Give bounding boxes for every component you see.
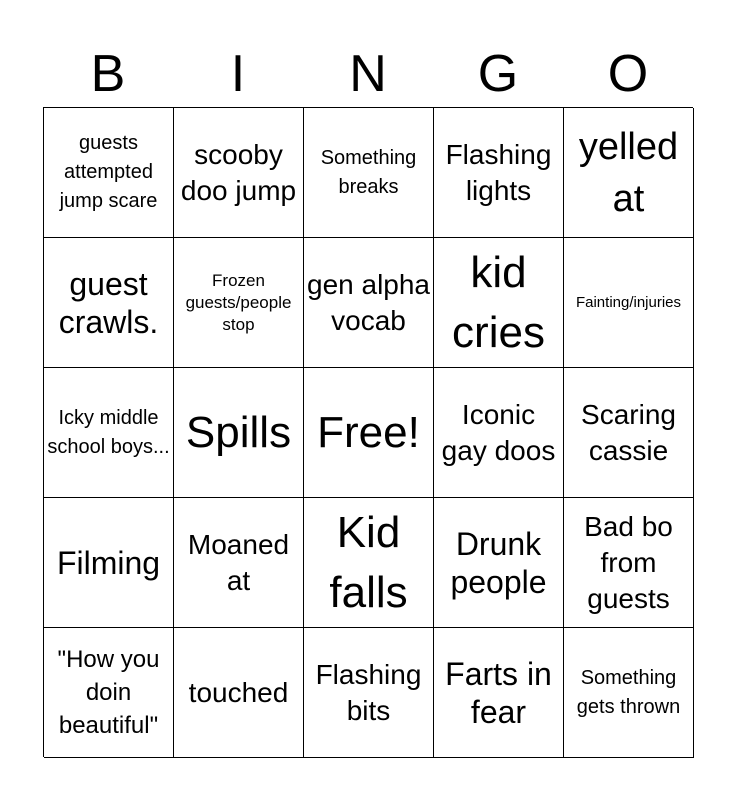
cell-text: Flashing lights: [445, 138, 552, 206]
cell-text: Flashing bits: [315, 658, 422, 726]
bingo-cell[interactable]: [174, 108, 304, 238]
cell-text: yelled at: [578, 125, 679, 220]
free-space-cell[interactable]: [304, 368, 434, 498]
cell-text: kid cries: [452, 247, 545, 357]
cell-text: Drunk people: [450, 525, 547, 600]
bingo-cell[interactable]: [44, 498, 174, 628]
cell-text: "How you doin beautiful": [57, 646, 160, 739]
bingo-cell[interactable]: [434, 238, 564, 368]
bingo-cell[interactable]: [44, 628, 174, 758]
bingo-cell[interactable]: [434, 498, 564, 628]
cell-text: touched: [188, 676, 289, 708]
cell-text: Filming: [56, 544, 161, 581]
bingo-cell[interactable]: [434, 108, 564, 238]
bingo-cell[interactable]: [44, 238, 174, 368]
cell-text: Something gets thrown: [576, 666, 681, 718]
cell-text: Spills: [185, 407, 292, 457]
header-letter-b: B: [90, 45, 126, 103]
bingo-cell[interactable]: [434, 628, 564, 758]
bingo-grid: [43, 107, 693, 757]
bingo-cell[interactable]: [304, 628, 434, 758]
cell-text: Fainting/injuries: [575, 294, 682, 311]
bingo-cell[interactable]: [174, 368, 304, 498]
bingo-cell[interactable]: [564, 108, 694, 238]
cell-text: guest crawls.: [58, 265, 159, 340]
cell-text: Frozen guests/people stop: [185, 270, 292, 334]
bingo-cell[interactable]: [564, 628, 694, 758]
bingo-cell[interactable]: [174, 628, 304, 758]
bingo-header: [43, 40, 693, 108]
cell-text: guests attempted jump scare: [59, 132, 158, 212]
cell-text: Bad bo from guests: [584, 510, 673, 614]
header-letter-o: O: [607, 45, 649, 103]
header-letter-i: I: [230, 45, 246, 103]
cell-text: Scaring cassie: [581, 398, 676, 466]
bingo-cell[interactable]: [304, 108, 434, 238]
bingo-cell[interactable]: [434, 368, 564, 498]
cell-text: scooby doo jump: [180, 138, 297, 206]
header-letter-n: N: [349, 45, 387, 103]
bingo-cell[interactable]: [304, 498, 434, 628]
header-letter-g: G: [477, 45, 519, 103]
bingo-cell[interactable]: [174, 498, 304, 628]
cell-text: Iconic gay doos: [441, 398, 556, 466]
bingo-cell[interactable]: [44, 368, 174, 498]
bingo-cell[interactable]: [564, 368, 694, 498]
cell-text: Kid falls: [329, 507, 408, 617]
bingo-cell[interactable]: [564, 498, 694, 628]
cell-text: Free!: [317, 407, 420, 457]
bingo-cell[interactable]: [44, 108, 174, 238]
cell-text: Icky middle school boys...: [47, 406, 170, 458]
cell-text: Moaned at: [187, 528, 290, 596]
bingo-cell[interactable]: [174, 238, 304, 368]
cell-text: Something breaks: [320, 146, 417, 198]
bingo-cell[interactable]: [304, 238, 434, 368]
cell-text: gen alpha vocab: [307, 268, 431, 336]
cell-text: Farts in fear: [445, 655, 552, 730]
bingo-cell[interactable]: [564, 238, 694, 368]
